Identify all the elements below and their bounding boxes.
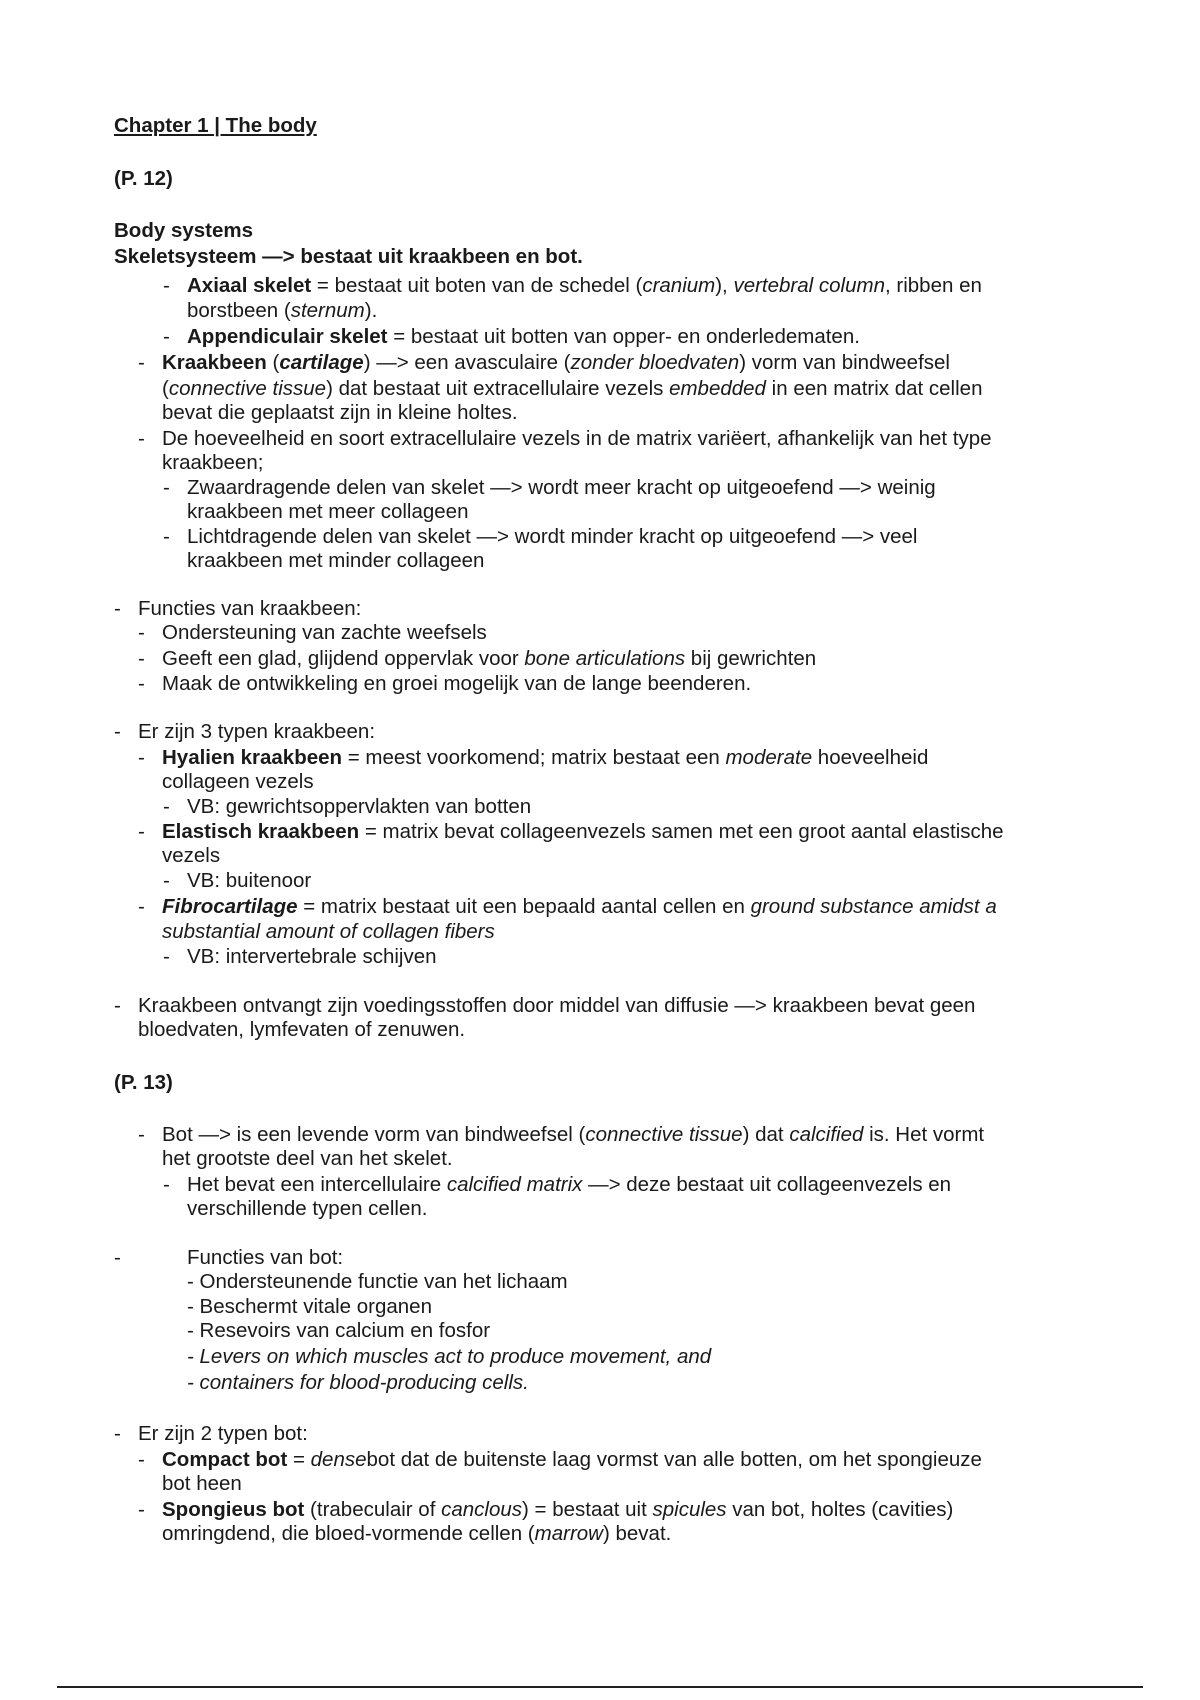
section-subheading: Skeletsysteem —> bestaat uit kraakbeen en bot. (114, 245, 583, 268)
voeding-line-1: Kraakbeen ontvangt zijn voedingsstoffen door middel van diffusie —> kraakbeen bevat geen (138, 994, 976, 1017)
functie-item: Ondersteuning van zachte weefsels (162, 621, 487, 644)
page-ref-12: (P. 12) (114, 167, 173, 190)
bot-line-2: het grootste deel van het skelet. (162, 1147, 453, 1170)
appendiculair-line: Appendiculair skelet = bestaat uit botten van opper- en onderledematen. (187, 325, 860, 348)
bullet-dash: - (114, 1246, 121, 1269)
voeding-line-2: bloedvaten, lymfevaten of zenuwen. (138, 1018, 466, 1041)
spongieus-line-2: omringdend, die bloed-vormende cellen (marrow) bevat. (162, 1522, 672, 1545)
axiaal-line-2: borstbeen (sternum). (187, 299, 378, 322)
zwaar-line-1: Zwaardragende delen van skelet —> wordt meer kracht op uitgeoefend —> weinig (187, 476, 936, 499)
bot-matrix-line-2: verschillende typen cellen. (187, 1197, 428, 1220)
fibro-line-1: Fibrocartilage = matrix bestaat uit een bepaald aantal cellen en ground substance amidst a (162, 895, 997, 918)
typen-bot-title: Er zijn 2 typen bot: (138, 1422, 308, 1445)
bullet-dash: - (114, 720, 121, 743)
bullet-dash: - (163, 325, 170, 348)
typen-kraakbeen-title: Er zijn 3 typen kraakbeen: (138, 720, 376, 743)
elastisch-line-1: Elastisch kraakbeen = matrix bevat collageenvezels samen met een groot aantal elastische (162, 820, 1004, 843)
bullet-dash: - (138, 647, 145, 670)
page-divider (57, 1686, 1143, 1688)
bullet-dash: - (138, 1123, 145, 1146)
chapter-title: Chapter 1 | The body (114, 114, 317, 137)
bullet-dash: - (138, 1498, 145, 1521)
fibro-example: VB: intervertebrale schijven (187, 945, 437, 968)
licht-line-2: kraakbeen met minder collageen (187, 549, 485, 572)
zwaar-line-2: kraakbeen met meer collageen (187, 500, 469, 523)
hoeveelheid-line-2: kraakbeen; (162, 451, 264, 474)
bullet-dash: - (163, 476, 170, 499)
bullet-dash: - (114, 597, 121, 620)
hyalien-line-2: collageen vezels (162, 770, 314, 793)
bullet-dash: - (163, 945, 170, 968)
bullet-dash: - (163, 1173, 170, 1196)
bullet-dash: - (114, 994, 121, 1017)
bot-matrix-line-1: Het bevat een intercellulaire calcified matrix —> deze bestaat uit collageenvezels en (187, 1173, 952, 1196)
functie-bot-item: - Ondersteunende functie van het lichaam (187, 1270, 568, 1293)
bullet-dash: - (163, 869, 170, 892)
functies-kraakbeen-title: Functies van kraakbeen: (138, 597, 362, 620)
bullet-dash: - (138, 1448, 145, 1471)
bullet-dash: - (163, 795, 170, 818)
bullet-dash: - (114, 1422, 121, 1445)
functie-bot-item: - containers for blood-producing cells. (187, 1371, 529, 1394)
elastisch-line-2: vezels (162, 844, 221, 867)
hoeveelheid-line-1: De hoeveelheid en soort extracellulaire vezels in de matrix variëert, afhankelijk van het type (162, 427, 992, 450)
functie-item: Geeft een glad, glijdend oppervlak voor bone articulations bij gewrichten (162, 647, 817, 670)
functie-bot-item: - Beschermt vitale organen (187, 1295, 432, 1318)
axiaal-line-1: Axiaal skelet = bestaat uit boten van de schedel (cranium), vertebral column, ribben en (187, 274, 982, 297)
licht-line-1: Lichtdragende delen van skelet —> wordt minder kracht op uitgeoefend —> veel (187, 525, 918, 548)
bullet-dash: - (138, 351, 145, 374)
kraakbeen-line-2: (connective tissue) dat bestaat uit extracellulaire vezels embedded in een matrix dat cellen (162, 377, 983, 400)
functie-bot-item: - Levers on which muscles act to produce movement, and (187, 1345, 712, 1368)
bullet-dash: - (138, 746, 145, 769)
functies-bot-title: Functies van bot: (187, 1246, 344, 1269)
bullet-dash: - (138, 895, 145, 918)
fibro-line-2: substantial amount of collagen fibers (162, 920, 495, 943)
page-ref-13: (P. 13) (114, 1071, 173, 1094)
bullet-dash: - (163, 525, 170, 548)
hyalien-example: VB: gewrichtsoppervlakten van botten (187, 795, 532, 818)
functie-bot-item: - Resevoirs van calcium en fosfor (187, 1319, 491, 1342)
kraakbeen-line-1: Kraakbeen (cartilage) —> een avasculaire (zonder bloedvaten) vorm van bindweefsel (162, 351, 950, 374)
compact-line-2: bot heen (162, 1472, 242, 1495)
section-heading: Body systems (114, 219, 254, 242)
bullet-dash: - (138, 427, 145, 450)
hyalien-line-1: Hyalien kraakbeen = meest voorkomend; matrix bestaat een moderate hoeveelheid (162, 746, 929, 769)
elastisch-example: VB: buitenoor (187, 869, 312, 892)
compact-line-1: Compact bot = densebot dat de buitenste laag vormst van alle botten, om het spongieuze (162, 1448, 982, 1471)
bullet-dash: - (163, 274, 170, 297)
kraakbeen-line-3: bevat die geplaatst zijn in kleine holtes. (162, 401, 518, 424)
bullet-dash: - (138, 672, 145, 695)
bot-line-1: Bot —> is een levende vorm van bindweefsel (connective tissue) dat calcified is. Het vormt (162, 1123, 985, 1146)
spongieus-line-1: Spongieus bot (trabeculair of canclous) = bestaat uit spicules van bot, holtes (cavities) (162, 1498, 954, 1521)
bullet-dash: - (138, 621, 145, 644)
bullet-dash: - (138, 820, 145, 843)
functie-item: Maak de ontwikkeling en groei mogelijk van de lange beenderen. (162, 672, 752, 695)
